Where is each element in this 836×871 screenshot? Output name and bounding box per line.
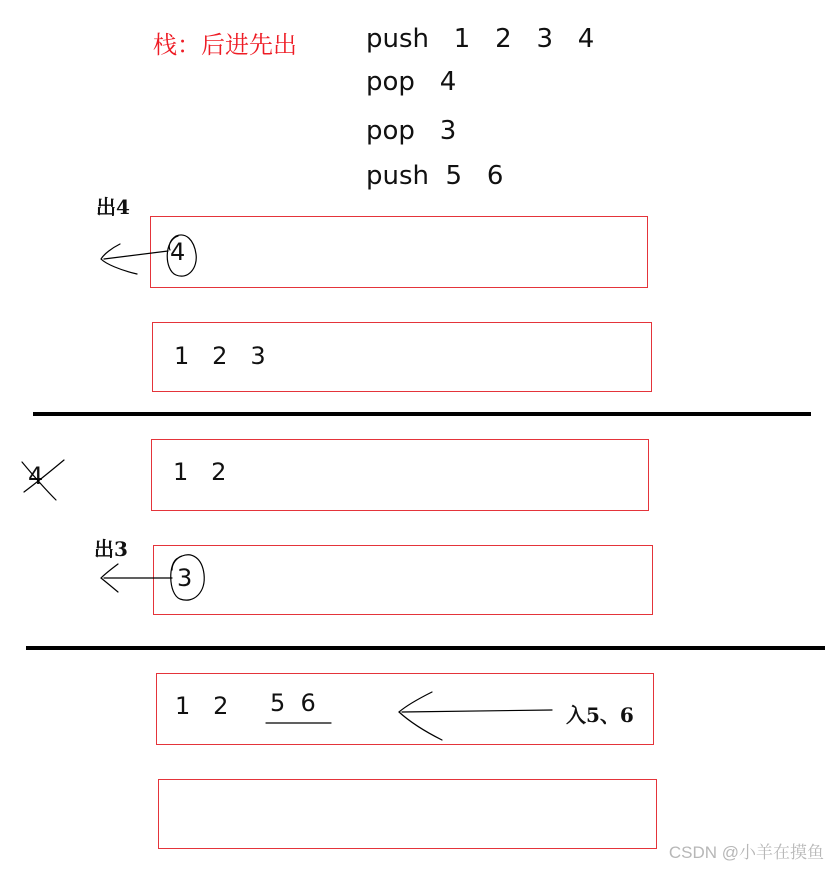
arrow-left-icon [101, 564, 118, 592]
arrow-left-icon [101, 244, 137, 274]
diagram-title: 栈：后进先出 [153, 32, 297, 59]
pop-label-4: 出4 [96, 195, 130, 219]
stack-contents: 1 2 3 [174, 342, 266, 370]
pushed-values: 5 6 [270, 689, 316, 717]
stack-box-pushed [150, 216, 648, 288]
stack-contents: 1 2 [173, 458, 227, 486]
operation-line: pop 4 [366, 67, 457, 97]
push-label: 入5、6 [566, 703, 634, 727]
crossed-out-value: 4 [28, 462, 44, 490]
popped-value-4: 4 [170, 238, 186, 266]
operation-line: pop 3 [366, 116, 457, 146]
section-divider [33, 412, 811, 416]
section-divider [26, 646, 825, 650]
watermark: CSDN @小羊在摸鱼 [668, 843, 824, 862]
stack-box-popped-3 [153, 545, 653, 615]
popped-value-3: 3 [177, 564, 193, 592]
pop-label-3: 出3 [94, 537, 128, 561]
operation-line: push 5 6 [366, 161, 504, 191]
operation-line: push 1 2 3 4 [366, 24, 595, 54]
stack-box-empty [158, 779, 657, 849]
stack-contents: 1 2 [175, 692, 229, 720]
